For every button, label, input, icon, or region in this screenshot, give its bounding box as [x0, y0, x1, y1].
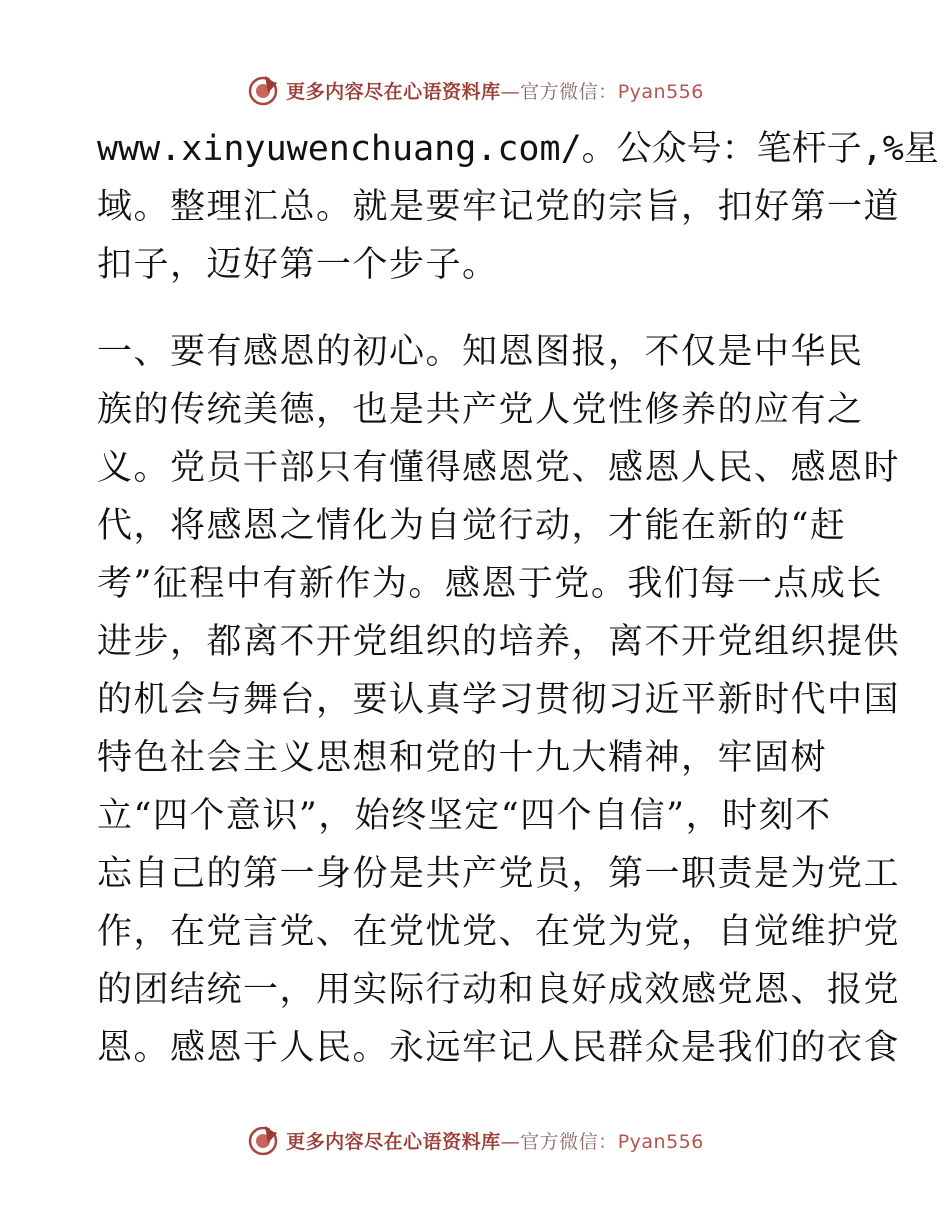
text-line: 的团结统一，用实际行动和良好成效感党恩、报党 — [97, 970, 901, 1010]
text-line: 进步，都离不开党组织的培养，离不开党组织提供 — [97, 622, 901, 662]
text-line: 的机会与舞台，要认真学习贯彻习近平新时代中国 — [97, 680, 901, 720]
red-seal-logo-icon — [246, 1123, 280, 1157]
text-line: 特色社会主义思想和党的十九大精神，牢固树 — [97, 738, 828, 778]
text-line: www.xinyuwenchuang.com/。公众号：笔杆子,%星 — [97, 129, 939, 169]
text-line: 族的传统美德，也是共产党人党性修养的应有之 — [97, 390, 864, 430]
text-line: 忘自己的第一身份是共产党员，第一职责是为党工 — [97, 854, 901, 894]
text-line: 考”征程中有新作为。感恩于党。我们每一点成长 — [97, 564, 883, 604]
header-account: Pyan556 — [617, 80, 704, 103]
text-line: 恩。感恩于人民。永远牢记人民群众是我们的衣食 — [97, 1028, 901, 1068]
text-line: 立“四个意识”，始终坚定“四个自信”，时刻不 — [97, 796, 832, 836]
footer-main-text: 更多内容尽在心语资料库 — [286, 1130, 501, 1153]
text-line: 域。整理汇总。就是要牢记党的宗旨，扣好第一道 — [97, 187, 901, 227]
text-line: 作，在党言党、在党忧党、在党为党，自觉维护党 — [97, 912, 901, 952]
header-wechat-label: 官方微信： — [520, 80, 618, 103]
header-banner — [0, 70, 950, 110]
text-line: 扣子，迈好第一个步子。 — [97, 245, 499, 285]
document-body — [97, 120, 939, 1077]
header-main-text: 更多内容尽在心语资料库 — [286, 80, 501, 103]
text-line: 一、要有感恩的初心。知恩图报，不仅是中华民 — [97, 332, 864, 372]
text-line: 代，将感恩之情化为自觉行动，才能在新的“赶 — [97, 506, 847, 546]
paragraph-2 — [97, 323, 901, 1077]
header-banner-text — [286, 77, 704, 104]
red-seal-logo-icon — [246, 73, 280, 107]
footer-account: Pyan556 — [617, 1130, 704, 1153]
header-separator: — — [500, 80, 521, 103]
footer-separator: — — [500, 1130, 521, 1153]
footer-wechat-label: 官方微信： — [520, 1130, 618, 1153]
text-line: 义。党员干部只有懂得感恩党、感恩人民、感恩时 — [97, 448, 901, 488]
footer-banner — [0, 1120, 950, 1160]
paragraph-1 — [97, 120, 939, 294]
paragraph-gap — [97, 294, 857, 323]
footer-banner-text — [286, 1127, 704, 1154]
